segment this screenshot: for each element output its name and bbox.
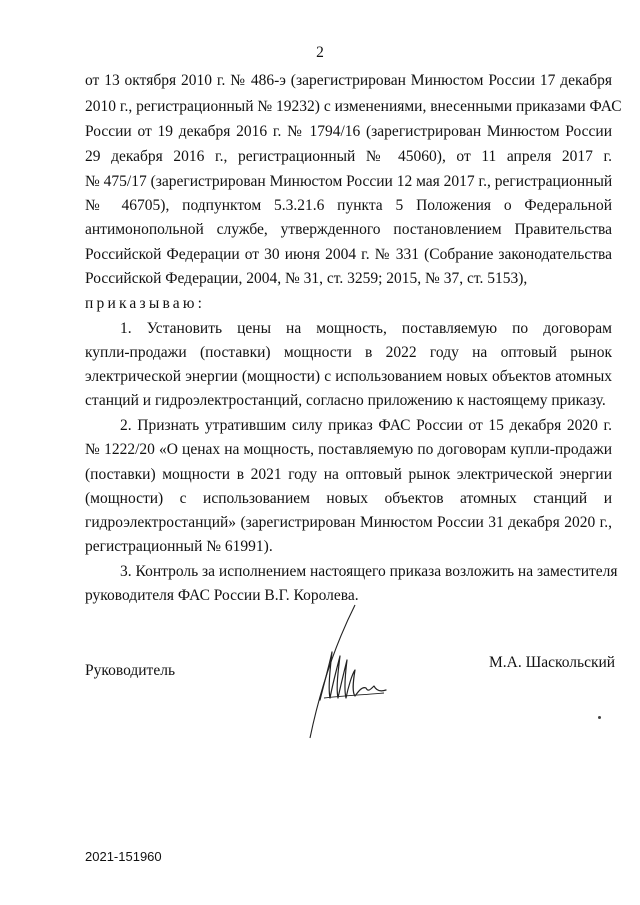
body-line: регистрационный № 61991). xyxy=(85,538,273,555)
paragraph-3-first-line: 3. Контроль за исполнением настоящего приказа возложить на заместителя xyxy=(120,563,618,580)
body-line: № 46705), подпунктом 5.3.21.6 пункта 5 Положения о Федеральной xyxy=(85,197,612,214)
body-line: 2010 г., регистрационный № 19232) с изменениями, внесенными приказами ФАС xyxy=(85,98,622,115)
scan-speck xyxy=(598,716,601,719)
signer-name: М.А. Шаскольский xyxy=(489,654,616,671)
body-line: антимонопольной службе, утвержденного постановлением Правительства xyxy=(85,221,612,238)
body-line: (мощности) с использованием новых объектов атомных станций и xyxy=(85,490,612,507)
order-word: приказываю: xyxy=(85,295,206,312)
document-number: 2021-151960 xyxy=(85,849,162,864)
body-line: № 475/17 (зарегистрирован Минюстом России 12 мая 2017 г., регистрационный xyxy=(85,173,613,190)
body-line: (поставки) мощности в 2021 году на оптовый рынок электрической энергии xyxy=(85,466,612,483)
paragraph-1-first-line: 1. Установить цены на мощность, поставляемую по договорам xyxy=(120,320,612,337)
body-line: гидроэлектростанций» (зарегистрирован Минюстом России 31 декабря 2020 г., xyxy=(85,514,612,531)
body-line: Российской Федерации, 2004, № 31, ст. 3259; 2015, № 37, ст. 5153), xyxy=(85,270,528,287)
signer-title: Руководитель xyxy=(85,662,176,679)
body-line: купли-продажи (поставки) мощности в 2022 году на оптовый рынок xyxy=(85,344,612,361)
body-line: от 13 октября 2010 г. № 486-э (зарегистрирован Минюстом России 17 декабря xyxy=(85,72,612,89)
body-line: № 1222/20 «О ценах на мощность, поставляемую по договорам купли-продажи xyxy=(85,441,612,458)
handwritten-signature xyxy=(300,600,410,740)
body-line: Российской Федерации от 30 июня 2004 г. № 331 (Собрание законодательства xyxy=(85,246,612,263)
body-line: 29 декабря 2016 г., регистрационный № 45060), от 11 апреля 2017 г. xyxy=(85,148,612,165)
paragraph-2-first-line: 2. Признать утратившим силу приказ ФАС России от 15 декабря 2020 г. xyxy=(120,417,612,434)
body-line: России от 19 декабря 2016 г. № 1794/16 (зарегистрирован Минюстом России xyxy=(85,123,612,140)
page-number: 2 xyxy=(316,44,324,61)
body-line: станций и гидроэлектростанций, согласно приложению к настоящему приказу. xyxy=(85,392,606,409)
body-line: электрической энергии (мощности) с использованием новых объектов атомных xyxy=(85,368,612,385)
body-line: руководителя ФАС России В.Г. Королева. xyxy=(85,587,359,604)
